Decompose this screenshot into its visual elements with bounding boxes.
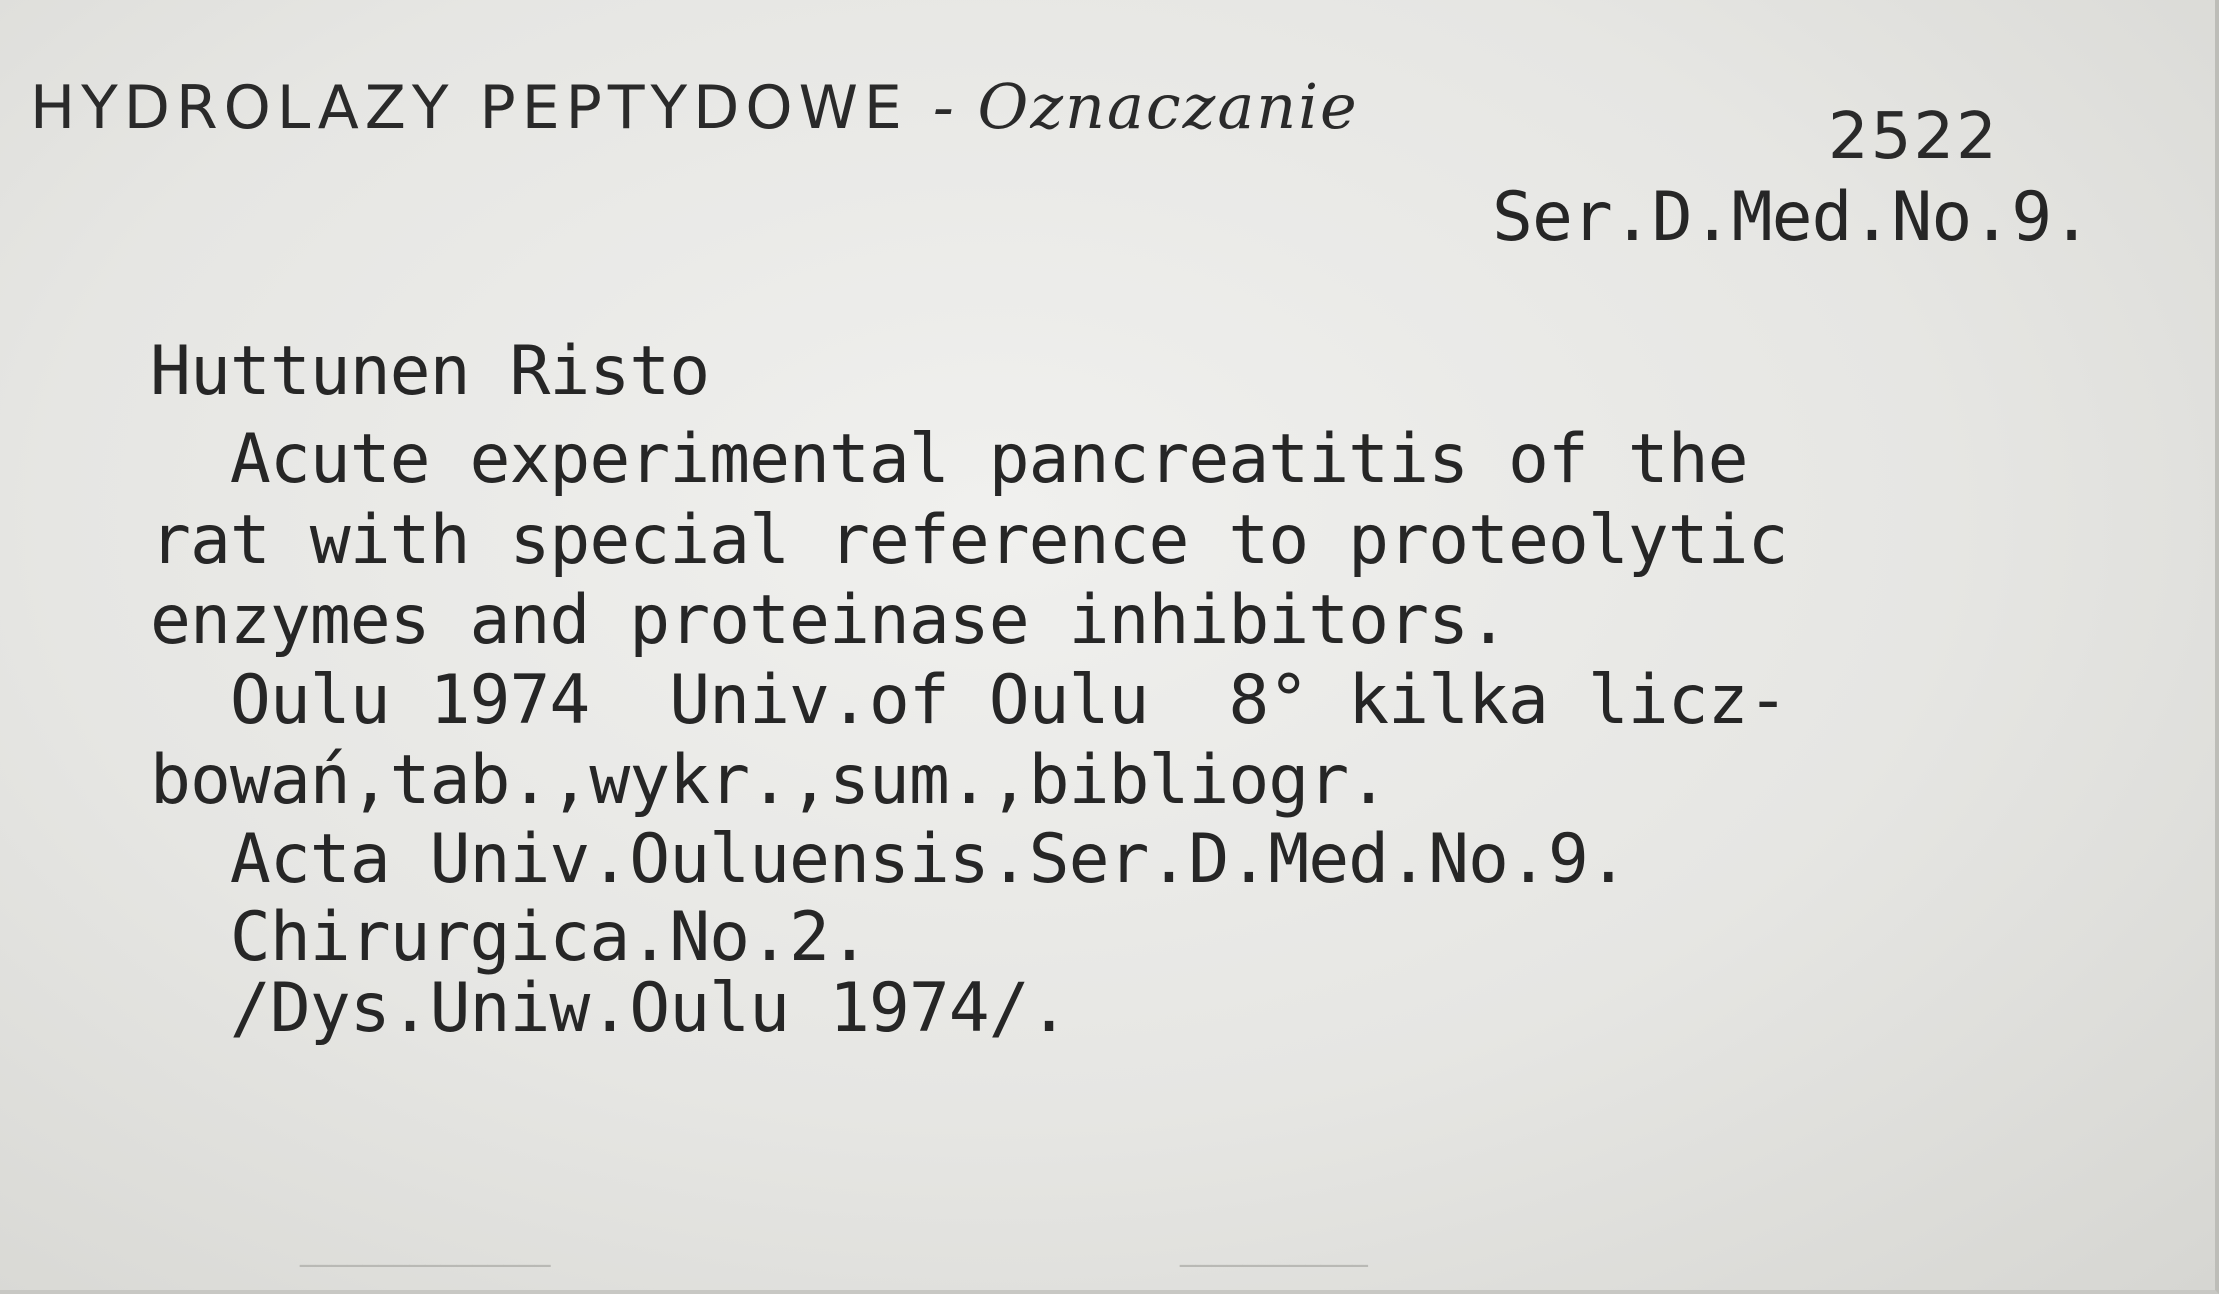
subject-heading-subdivision: - Oznaczanie	[932, 70, 1359, 143]
subject-heading-main: HYDROLAZY PEPTYDOWE	[30, 73, 908, 143]
title-line-1: Acute experimental pancreatitis of the	[150, 420, 1748, 499]
series-line-1: Acta Univ.Ouluensis.Ser.D.Med.No.9.	[150, 820, 1628, 899]
author-line: Huttunen Risto	[150, 332, 710, 411]
series-line-2: Chirurgica.No.2.	[150, 898, 869, 977]
show-through-text: ────────────	[1180, 1250, 1368, 1280]
title-line-3: enzymes and proteinase inhibitors.	[150, 581, 1508, 660]
imprint-line-1: Oulu 1974 Univ.of Oulu 8° kilka licz-	[150, 661, 1788, 740]
title-line-2: rat with special reference to proteolytic	[150, 501, 1788, 580]
imprint-line-2: bowań,tab.,wykr.,sum.,bibliogr.	[150, 741, 1389, 820]
subject-heading	[30, 70, 1359, 143]
series-note: Ser.D.Med.No.9.	[1492, 178, 2092, 257]
card-number: 2522	[1828, 100, 1999, 174]
show-through-text: ────────────────	[300, 1250, 551, 1280]
thesis-note: /Dys.Uniw.Oulu 1974/.	[150, 969, 1069, 1048]
